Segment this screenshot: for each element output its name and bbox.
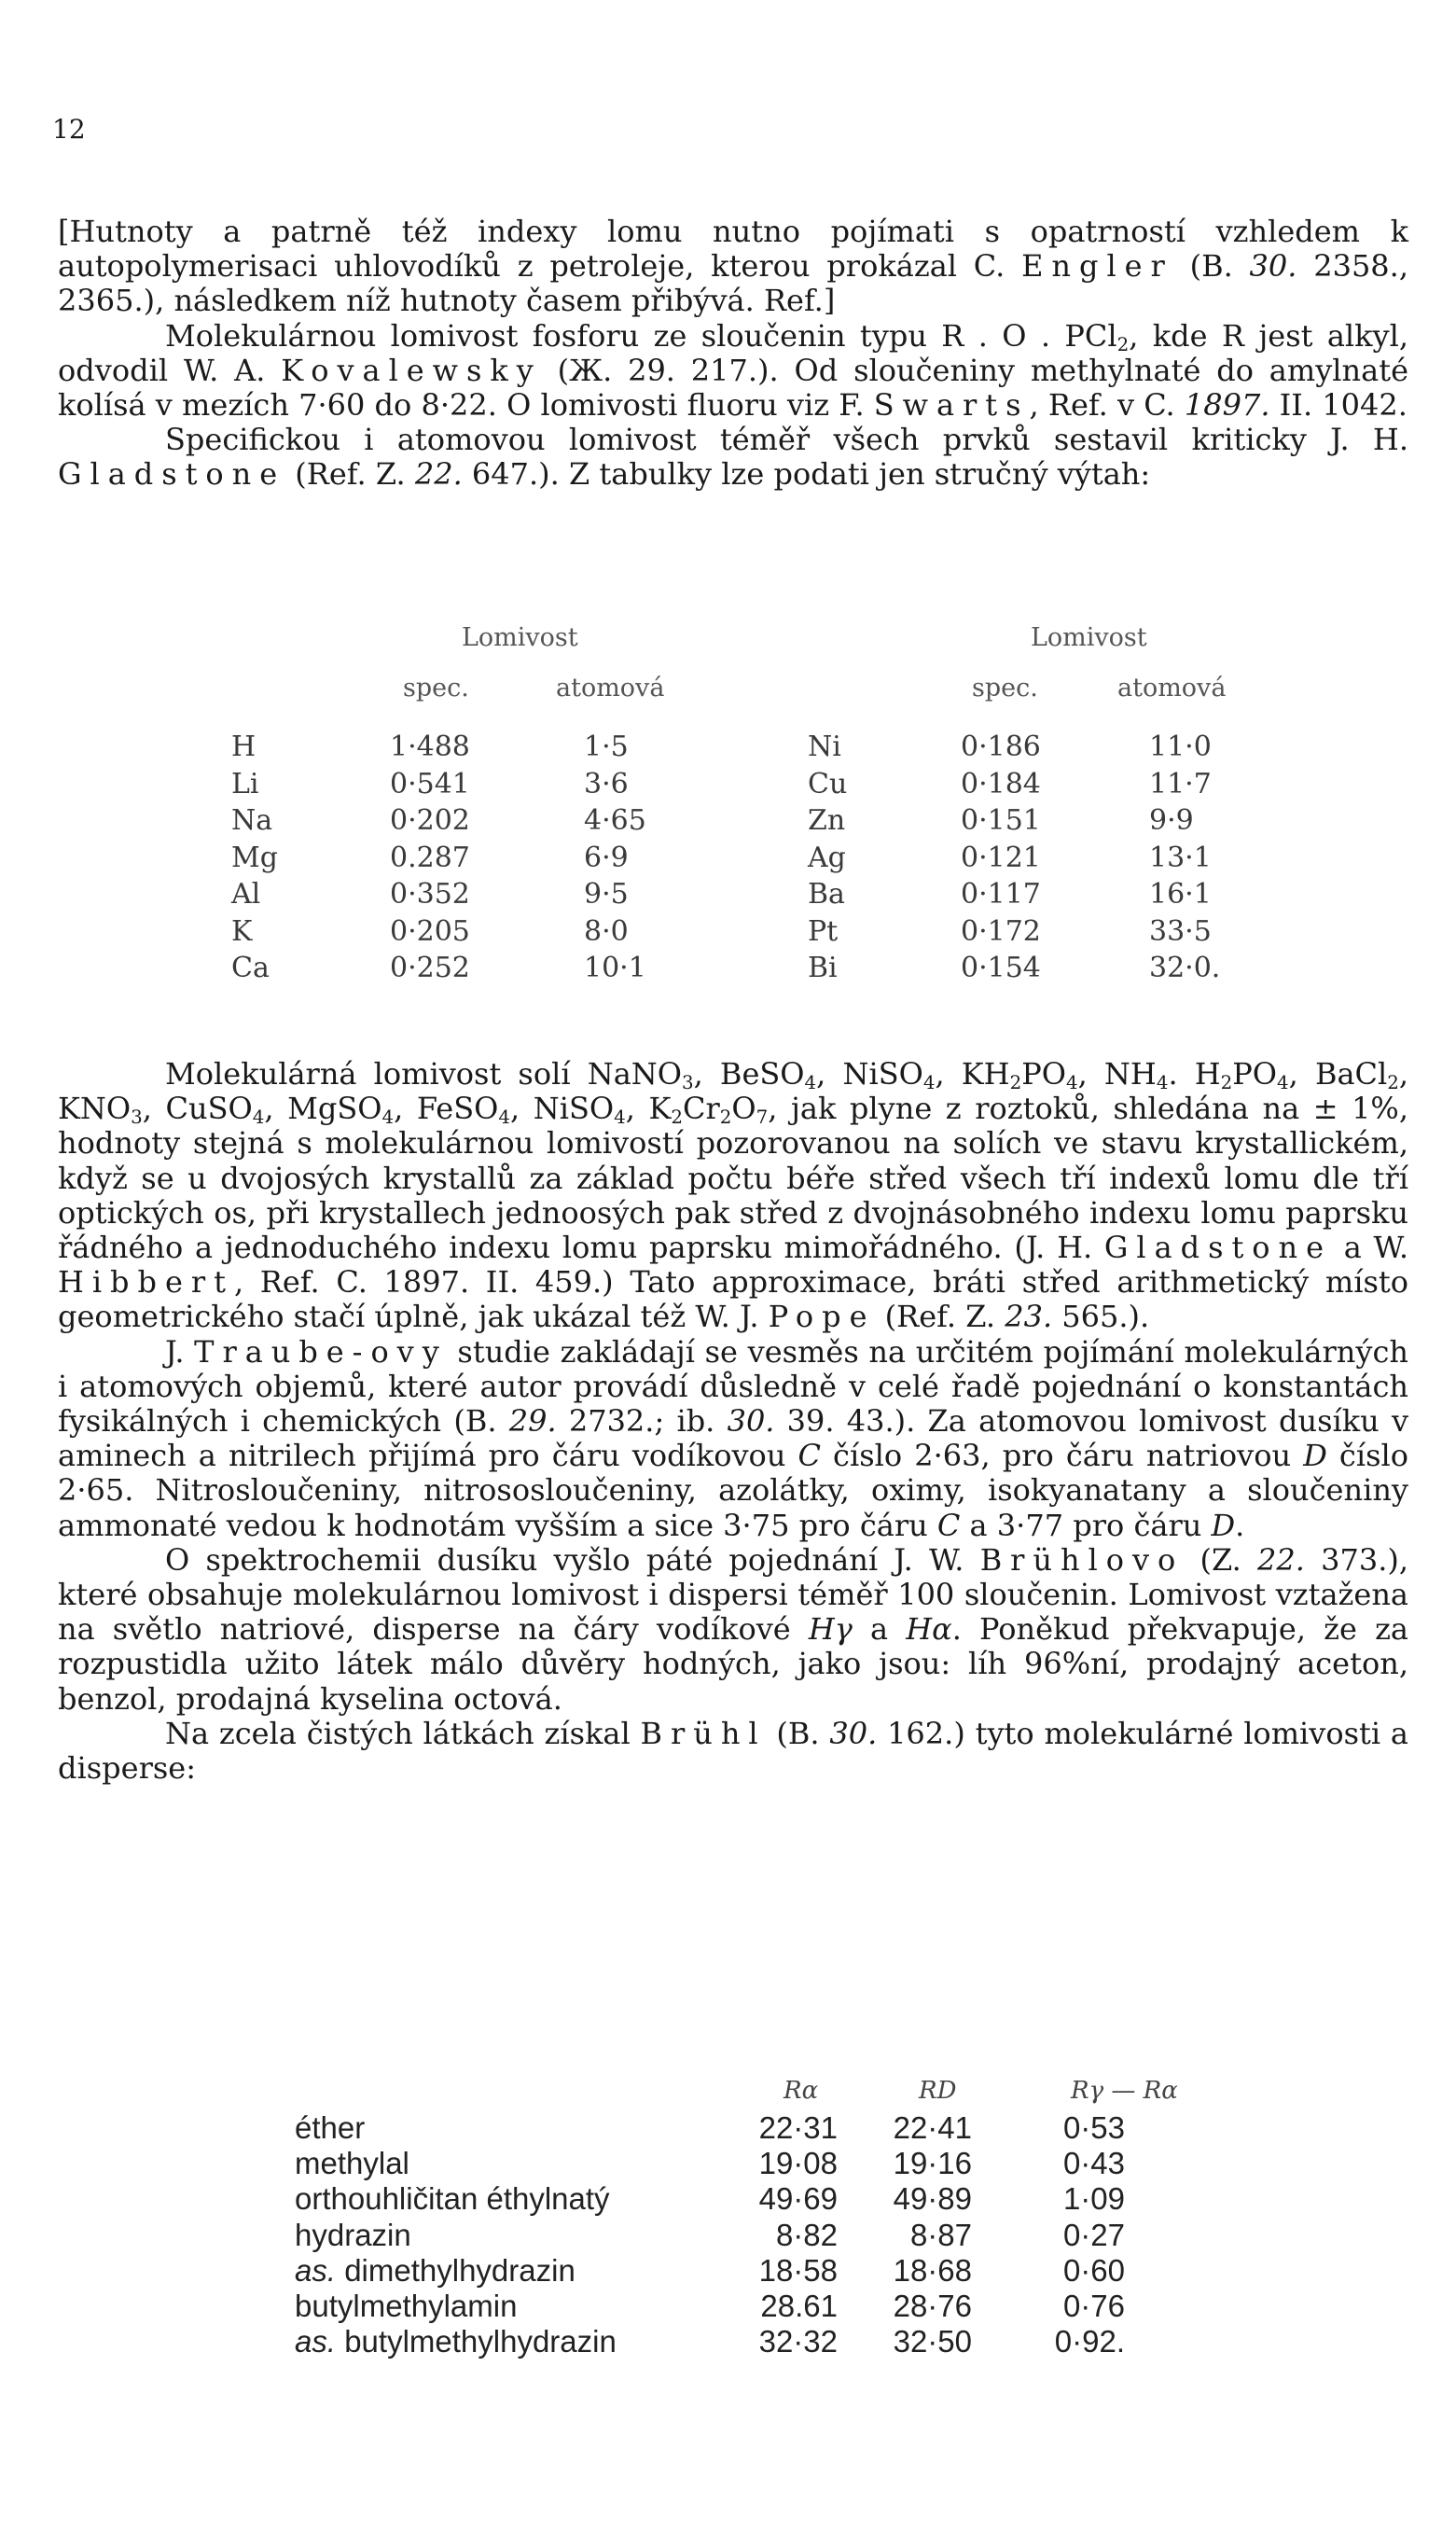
value-ra: 8·82	[775, 2217, 838, 2252]
compound-label: methylal	[295, 2146, 409, 2181]
element-right-atom-cell: 16·1	[1149, 878, 1212, 911]
value-diff: 1·09	[1062, 2181, 1125, 2217]
paragraph-molekularna: Molekulárná lomivost solí NaNO$_3$, BeSO$_4$, NiSO$_4$, $KH_2PO_4$, $NH_4$. $H_2PO_4$, BaCl$_2$, $KNO_3$, CuSO$_4$, MgSO$_4$, FeSO$_4$, NiSO$_4$, $K_2Cr_2O_7$, jak plyne z roztoků, shledána na ± 1%, hodnoty stejná s molekulárnou lomivostí pozorovanou na solích ve stavu krystallickém, když se u dvojosých krystallů za základ počtu béře střed všech tří indexů lomu dle tří optických os, při krystallech jednoosých pak střed z dvojnásobného indexu lomu paprsku řádného a jednoduchého indexu lomu paprsku mimořádného. (J. H. Gladstone a W. Hibbert, Ref. C. 1897. II. 459.) Tato approximace, bráti střed arithmetický místo geometrického stačí úplně, jak ukázal též W. J. Pope (Ref. Z. 23. 565.).	[58, 1056, 1409, 1335]
element-left-spec-cell: 0·541	[390, 767, 470, 800]
paragraph-bruhl: Na zcela čistých látkách získal Brühl (B. 30. 162.) tyto molekulárné lomivosti a disperse:	[58, 1715, 1408, 1787]
value-rd: 32·50	[893, 2324, 972, 2359]
element-left-atom-cell: 4·65	[584, 804, 646, 837]
element-right-spec-cell: 0·117	[961, 878, 1041, 911]
element-left-atom-cell: 6·9	[584, 841, 629, 874]
compound-label: butylmethylhydrazin	[336, 2324, 617, 2359]
col-spec-left: spec.	[403, 674, 469, 703]
paragraph-spektrochemie: O spektrochemii dusíku vyšlo páté pojednání J. W. Brühlovo (Z. 22. 373.), které obsahuje molekulárnou lomivost i dispersi téměř 100 sloučenin. Lomivost vztažena na světlo natriové, disperse na čáry vodíkové Hγ a Hα. Poněkud překvapuje, že za rozpustidla užito látek málo důvěry hodných, jako jsou: líh 96%ní, prodajný aceton, benzol, prodajná kyselina octová.	[58, 1541, 1409, 1717]
table-row	[295, 2146, 1125, 2181]
compound-label: orthouhličitan éthylnatý	[295, 2181, 610, 2217]
compound-label: hydrazin	[295, 2217, 411, 2252]
element-right-el-cell: Bi	[808, 952, 838, 984]
element-right-atom-cell: 33·5	[1149, 914, 1212, 948]
element-left-el-cell: Na	[231, 804, 273, 837]
element-left-atom-cell: 3·6	[584, 767, 629, 800]
compound-name	[295, 2110, 720, 2146]
compound-prefix: as.	[295, 2324, 337, 2359]
compound-label: dimethylhydrazin	[336, 2252, 575, 2288]
element-right-atom-cell: 13·1	[1149, 841, 1212, 874]
element-left-spec-cell: 0·252	[390, 952, 470, 984]
element-right-spec-cell: 0·154	[961, 952, 1041, 984]
element-left-el-cell: Mg	[231, 841, 278, 874]
value-ra: 22·31	[758, 2110, 838, 2146]
element-left-spec-cell: 0·202	[390, 804, 470, 837]
table-row	[295, 2181, 1125, 2217]
element-left-el-cell: Li	[231, 767, 259, 800]
page-number: 12	[52, 114, 86, 145]
table-row	[295, 2289, 1125, 2324]
paragraph-traube: J. Traube-ovy studie zakládají se vesměs na určitém pojímání molekulárných i atomových objemů, které autor provádí důsledně v celé řadě pojednání o konstantách fysikálných i chemických (B. 29. 2732.; ib. 30. 39. 43.). Za atomovou lomivost dusíku v aminech a nitrilech přijímá pro čáru vodíkovou C číslo 2·63, pro čáru natriovou D číslo 2·65. Nitrosloučeniny, nitrososloučeniny, azolátky, oximy, isokyanatany a sloučeniny ammonaté vedou k hodnotám vyšším a sice 3·75 pro čáru C a 3·77 pro čáru D.	[58, 1333, 1409, 1543]
compound-name	[295, 2289, 720, 2324]
paragraph-hutnoty: [Hutnoty a patrně též indexy lomu nutno pojímati s opatrností vzhledem k autopolymerisaci uhlovodíků z petroleje, kterou prokázal C. Engler (B. 30. 2358., 2365.), následkem níž hutnoty časem přibývá. Ref.]	[58, 214, 1409, 319]
table-row	[295, 2253, 1125, 2289]
value-rd: 19·16	[893, 2146, 972, 2181]
element-left-spec-cell: 1·488	[390, 731, 470, 763]
element-right-spec-cell: 0·172	[961, 914, 1041, 948]
text-block-middle	[58, 1057, 1408, 1786]
element-right-spec-cell: 0·151	[961, 804, 1041, 837]
value-rd: 49·89	[893, 2181, 972, 2217]
value-ra: 32·32	[758, 2324, 838, 2359]
value-ra: 19·08	[758, 2146, 838, 2181]
element-right-el-cell: Ba	[808, 878, 845, 911]
element-right-spec-cell: 0·121	[961, 841, 1041, 874]
element-right-el-cell: Cu	[808, 767, 848, 800]
compound-name	[295, 2146, 720, 2181]
disp-header-diff: Rγ — Rα	[1071, 2077, 1178, 2105]
compound-name	[295, 2218, 720, 2253]
group-header-left: Lomivost	[462, 623, 578, 652]
element-left-spec-cell: 0.287	[390, 841, 470, 874]
element-right-atom-cell: 9·9	[1149, 804, 1194, 837]
element-left-el-cell: Ca	[231, 952, 270, 984]
compound-name	[295, 2253, 720, 2289]
element-left-spec-cell: 0·205	[390, 914, 470, 948]
compound-name	[295, 2324, 720, 2359]
element-right-el-cell: Ag	[808, 841, 846, 874]
element-right-el-cell: Ni	[808, 731, 841, 763]
compound-label: éther	[295, 2110, 366, 2146]
paragraph-fosfor: Molekulárnou lomivost fosforu ze sloučenin typu R . O . PCl$_2$, kde R jest alkyl, odvodil W. A. Kovalewsky (Ж. 29. 217.). Od sloučeniny methylnaté do amylnaté kolísá v mezích 7·60 do 8·22. O lomivosti fluoru viz F. Swarts, Ref. v C. 1897. II. 1042.	[58, 317, 1409, 424]
value-diff: 0·27	[1062, 2217, 1125, 2252]
dispersion-table	[295, 2110, 1125, 2359]
value-rd: 18·68	[893, 2252, 972, 2288]
element-right-el-cell: Zn	[808, 804, 846, 837]
element-right-atom-cell: 32·0.	[1149, 952, 1221, 984]
disp-header-rd: RD	[919, 2077, 957, 2105]
element-left-spec-cell: 0·352	[390, 878, 470, 911]
value-diff: 0·76	[1062, 2289, 1125, 2324]
value-diff: 0·92.	[1054, 2324, 1125, 2359]
compound-prefix: as.	[295, 2252, 337, 2288]
value-rd: 28·76	[893, 2289, 972, 2324]
value-diff: 0·43	[1062, 2146, 1125, 2181]
element-right-el-cell: Pt	[808, 914, 839, 948]
col-atom-left: atomová	[556, 674, 665, 703]
value-ra: 18·58	[758, 2252, 838, 2288]
element-left-el-cell: Al	[231, 878, 261, 911]
value-rd: 22·41	[893, 2110, 972, 2146]
element-left-atom-cell: 9·5	[584, 878, 629, 911]
value-rd: 8·87	[909, 2217, 972, 2252]
text-block-top	[58, 215, 1408, 493]
compound-name	[295, 2181, 720, 2217]
element-left-el-cell: K	[231, 914, 253, 948]
value-ra: 49·69	[758, 2181, 838, 2217]
element-right-spec-cell: 0·184	[961, 767, 1041, 800]
value-ra: 28.61	[760, 2289, 838, 2324]
element-left-atom-cell: 8·0	[584, 914, 629, 948]
table-row	[295, 2324, 1125, 2359]
disp-header-ra: Rα	[783, 2077, 819, 2105]
element-left-atom-cell: 10·1	[584, 952, 646, 984]
element-left-atom-cell: 1·5	[584, 731, 629, 763]
table-row	[295, 2110, 1125, 2146]
value-diff: 0·53	[1062, 2110, 1125, 2146]
element-right-atom-cell: 11·0	[1149, 731, 1212, 763]
paragraph-gladstone: Specifickou i atomovou lomivost téměř všech prvků sestavil kriticky J. H. Gladstone (Ref. Z. 22. 647.). Z tabulky lze podati jen stručný výtah:	[58, 422, 1408, 493]
col-atom-right: atomová	[1117, 674, 1227, 703]
group-header-right: Lomivost	[1031, 623, 1147, 652]
compound-label: butylmethylamin	[295, 2289, 518, 2324]
value-diff: 0·60	[1062, 2252, 1125, 2288]
col-spec-right: spec.	[972, 674, 1038, 703]
table-row	[295, 2218, 1125, 2253]
element-left-el-cell: H	[231, 731, 257, 763]
element-right-atom-cell: 11·7	[1149, 767, 1212, 800]
element-right-spec-cell: 0·186	[961, 731, 1041, 763]
